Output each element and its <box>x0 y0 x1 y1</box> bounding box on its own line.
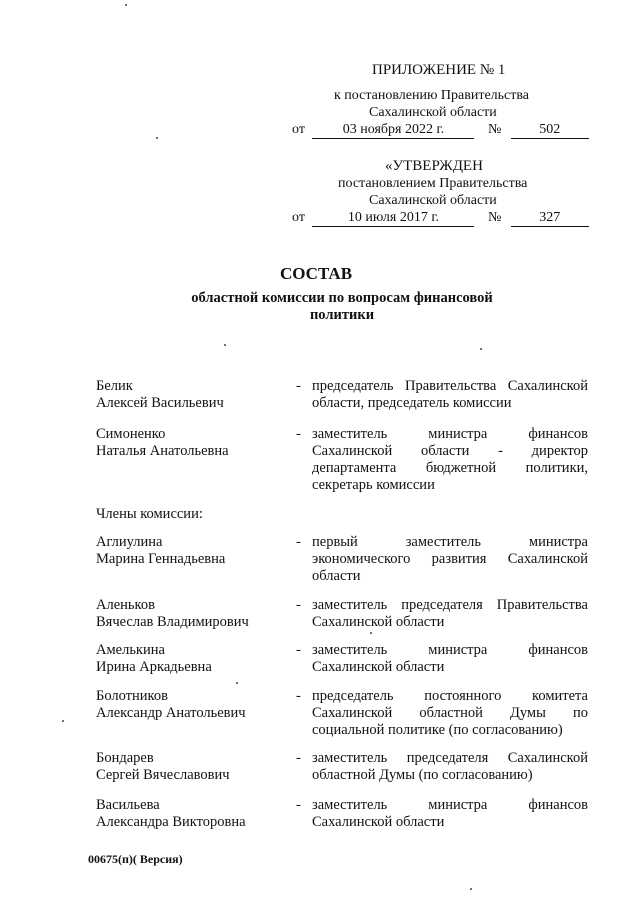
member-name <box>96 797 246 831</box>
member-position: председатель Правительства Сахалинской области, председатель комиссии <box>312 378 588 411</box>
member-name <box>96 688 246 722</box>
document-title: СОСТАВ <box>279 264 353 283</box>
entry-dash: - <box>296 534 301 550</box>
entry-dash: - <box>296 426 301 442</box>
from-label: от <box>292 210 305 225</box>
member-name <box>96 534 225 568</box>
members-heading: Члены комиссии: <box>96 506 203 522</box>
scan-speck <box>224 344 226 346</box>
scan-speck <box>62 720 64 722</box>
member-given-name: Ирина Аркадьевна <box>96 659 212 675</box>
approved-number: 327 <box>511 210 589 227</box>
document-footer-code: 00675(п)( Версия) <box>88 852 183 866</box>
member-given-name: Александр Анатольевич <box>96 705 246 721</box>
entry-dash: - <box>296 750 301 766</box>
member-position: заместитель председателя Правительства Сахалинской области <box>312 597 588 630</box>
number-label: № <box>487 210 502 225</box>
scan-speck <box>470 888 472 890</box>
member-position: председатель постоянного комитета Сахалинской областной Думы по социальной политике (по согласованию) <box>312 688 588 738</box>
member-position: первый заместитель министра экономического развития Сахалинской области <box>312 534 588 584</box>
member-given-name: Александра Викторовна <box>96 814 246 830</box>
approved-line2: Сахалинской области <box>369 193 497 208</box>
scan-speck <box>156 137 158 139</box>
from-label: от <box>292 122 305 137</box>
member-surname: Аленьков <box>96 597 155 613</box>
document-subtitle-line2: политики <box>309 307 375 323</box>
member-name <box>96 426 229 460</box>
approved-date: 10 июля 2017 г. <box>312 210 474 227</box>
member-given-name: Марина Геннадьевна <box>96 551 226 567</box>
member-surname: Бондарев <box>96 750 154 766</box>
member-surname: Васильева <box>96 797 160 813</box>
approved-date-row <box>292 210 589 227</box>
approved-title: «УТВЕРЖДЕН <box>385 158 483 174</box>
appendix-date-row <box>292 122 589 139</box>
member-given-name: Алексей Васильевич <box>96 395 224 411</box>
member-surname: Аглиулина <box>96 534 163 550</box>
appendix-line1: к постановлению Правительства <box>334 88 530 103</box>
appendix-number: 502 <box>511 122 589 139</box>
member-position: заместитель председателя Сахалинской областной Думы (по согласованию) <box>312 750 588 783</box>
document-subtitle-line1: областной комиссии по вопросам финансовой <box>191 290 493 306</box>
appendix-title: ПРИЛОЖЕНИЕ № 1 <box>372 62 506 78</box>
member-name <box>96 750 230 784</box>
member-position: заместитель министра финансов Сахалинской области - директор департамента бюджетной политики, секретарь комиссии <box>312 426 588 493</box>
scan-speck <box>236 682 238 684</box>
member-given-name: Сергей Вячеславович <box>96 767 230 783</box>
member-surname: Амелькина <box>96 642 165 658</box>
member-surname: Болотников <box>96 688 168 704</box>
member-position: заместитель министра финансов Сахалинской области <box>312 797 588 830</box>
approved-line1: постановлением Правительства <box>338 176 528 191</box>
entry-dash: - <box>296 688 301 704</box>
number-label: № <box>487 122 502 137</box>
member-given-name: Вячеслав Владимирович <box>96 614 249 630</box>
entry-dash: - <box>296 378 301 394</box>
member-given-name: Наталья Анатольевна <box>96 443 229 459</box>
entry-dash: - <box>296 797 301 813</box>
entry-dash: - <box>296 597 301 613</box>
appendix-date: 03 ноября 2022 г. <box>312 122 474 139</box>
scan-speck <box>370 632 372 634</box>
member-surname: Симоненко <box>96 426 166 442</box>
member-position: заместитель министра финансов Сахалинской области <box>312 642 588 675</box>
scan-speck <box>480 348 482 350</box>
scan-speck <box>125 4 127 6</box>
member-name <box>96 642 212 676</box>
appendix-line2: Сахалинской области <box>369 105 497 120</box>
member-name <box>96 378 224 412</box>
member-name <box>96 597 249 631</box>
entry-dash: - <box>296 642 301 658</box>
member-surname: Белик <box>96 378 133 394</box>
